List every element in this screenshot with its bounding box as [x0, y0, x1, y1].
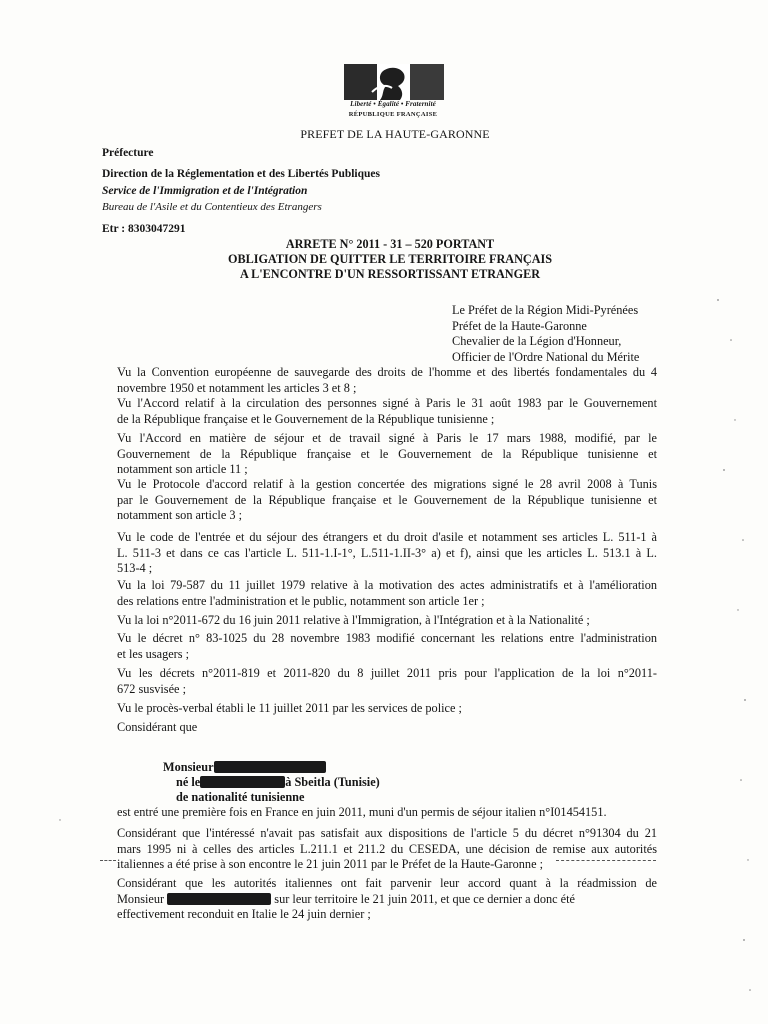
considerant-line: italiennes a été prise à son encontre le 21 juin 2011 par le Préfet de la Haute-Garonne ; [117, 857, 544, 871]
vu-line: 672 susvisée ; [117, 681, 186, 696]
vu-line: Vu l'Accord en matière de séjour et de travail signé à Paris le 17 mars 1988, modifié, par le [117, 431, 657, 445]
vu-line: notamment son article 11 ; [117, 462, 248, 476]
vu-line: notamment son article 3 ; [117, 508, 242, 522]
vu-line: Vu le décret n° 83-1025 du 28 novembre 1983 modifié concernant les relations entre l'administration [117, 631, 657, 645]
vu-line: L. 511-3 et dans ce cas l'article L. 511-1.I-1°, L.511-1.II-3° a) et f), ainsi que les articles L. 513.1 à L. [117, 545, 657, 560]
title-line-3: A L'ENCONTRE D'UN RESSORTISSANT ETRANGER [239, 267, 541, 281]
vu-paragraph [117, 631, 657, 662]
republic-motto: Liberté • Égalité • Fraternité [350, 100, 436, 108]
person-born-prefix: né le [176, 775, 201, 789]
scan-dash-mark [556, 860, 656, 861]
considerant-text: sur leur territoire le 21 juin 2011, et que ce dernier a donc été [274, 891, 575, 906]
considerant-line: mars 1995 ni à celles des articles L.211.1 et 211.2 du CESEDA, une décision de remise aux autorités [117, 841, 657, 856]
bureau-label: Bureau de l'Asile et du Contentieux des Etrangers [102, 201, 322, 213]
republique-francaise-label: RÉPUBLIQUE FRANÇAISE [348, 111, 438, 118]
vu-line: Vu le Protocole d'accord relatif à la gestion concertée des migrations signé le 28 avril 2008 à Tunis [117, 477, 657, 491]
considerant-paragraph [117, 876, 657, 923]
vu-line: par le Gouvernement de la République française et le Gouvernement de la République tunisienne et [117, 492, 657, 507]
signatory-line: Le Préfet de la Région Midi-Pyrénées [452, 303, 639, 317]
vu-line: Vu le procès-verbal établi le 11 juillet 2011 par les services de police ; [117, 701, 462, 715]
redacted-birthdate [200, 776, 285, 788]
vu-line: et les usagers ; [117, 646, 190, 661]
arrete-title [150, 237, 630, 282]
vu-paragraph [117, 477, 657, 524]
vu-line: Vu la loi 79-587 du 11 juillet 1979 relative à la motivation des actes administratifs et à l'amélioration [117, 578, 657, 592]
etr-reference: Etr : 8303047291 [102, 223, 186, 235]
person-birth-line [176, 775, 380, 790]
scan-dash-mark [100, 860, 116, 861]
person-name-line [163, 760, 326, 775]
signatory-line: Préfet de la Haute-Garonne [452, 318, 587, 333]
vu-line: Vu la loi n°2011-672 du 16 juin 2011 relative à l'Immigration, à l'Intégration et à la Nationalité ; [117, 613, 590, 627]
vu-line: Vu l'Accord relatif à la circulation des personnes signé à Paris le 31 août 1983 par le Gouvernement [117, 396, 657, 410]
vu-paragraph [117, 666, 657, 697]
vu-paragraph [117, 530, 657, 577]
vu-line: Gouvernement de la République française et le Gouvernement de la République tunisienne et [117, 446, 657, 461]
considerant-line: Considérant que les autorités italiennes ont fait parvenir leur accord quant à la réadmission de [117, 876, 657, 890]
monsieur-label: Monsieur [117, 891, 165, 906]
title-line-2: OBLIGATION DE QUITTER LE TERRITOIRE FRANÇAIS [227, 252, 553, 266]
redacted-name [167, 893, 271, 905]
considerant-line: effectivement reconduit en Italie le 24 juin dernier ; [117, 907, 371, 921]
vu-paragraph [117, 701, 657, 717]
vu-paragraph [117, 365, 657, 396]
person-born-place: à Sbeitla (Tunisie) [285, 775, 380, 789]
signatory-line: Officier de l'Ordre National du Mérite [452, 349, 640, 364]
person-title: Monsieur [163, 760, 214, 774]
vu-paragraph [117, 613, 657, 629]
signatory-line: Chevalier de la Légion d'Honneur, [452, 334, 622, 348]
entry-paragraph [117, 805, 657, 821]
considerant-line: Considérant que l'intéressé n'avait pas satisfait aux dispositions de l'article 5 du décret n°91304 du 21 [117, 826, 657, 840]
signatory-block [452, 303, 639, 365]
vu-paragraph [117, 431, 657, 478]
vu-line: novembre 1950 et notamment les articles 3 et 8 ; [117, 380, 357, 395]
vu-line: Vu le code de l'entrée et du séjour des étrangers et du droit d'asile et notamment ses articles L. 511-1 à [117, 530, 657, 544]
vu-paragraph [117, 578, 657, 609]
entry-line: est entré une première fois en France en juin 2011, muni d'un permis de séjour italien n°I01454151. [117, 805, 607, 819]
considerant-intro-text: Considérant que [117, 720, 198, 734]
redacted-name [214, 761, 326, 773]
considerant-paragraph [117, 826, 657, 873]
vu-line: Vu la Convention européenne de sauvegarde des droits de l'homme et des libertés fondamentales du 4 [117, 365, 657, 379]
vu-line: de la République française et le Gouvernement de la République tunisienne ; [117, 411, 495, 426]
considerant-line [117, 892, 657, 908]
prefet-heading: PREFET DE LA HAUTE-GARONNE [300, 127, 490, 141]
vu-line: Vu les décrets n°2011-819 et 2011-820 du 8 juillet 2011 pris pour l'application de la loi n°2011- [117, 666, 657, 680]
person-nationality: de nationalité tunisienne [176, 790, 305, 804]
vu-paragraph [117, 396, 657, 427]
direction-label: Direction de la Réglementation et des Libertés Publiques [102, 168, 380, 180]
prefecture-label: Préfecture [102, 147, 154, 159]
considerant-intro [117, 720, 657, 736]
vu-line: des relations entre l'administration et le public, notamment son article 1er ; [117, 593, 485, 608]
service-label: Service de l'Immigration et de l'Intégration [102, 185, 308, 197]
title-line-1: ARRETE N° 2011 - 31 – 520 PORTANT [285, 237, 495, 251]
vu-line: 513-4 ; [117, 561, 153, 575]
